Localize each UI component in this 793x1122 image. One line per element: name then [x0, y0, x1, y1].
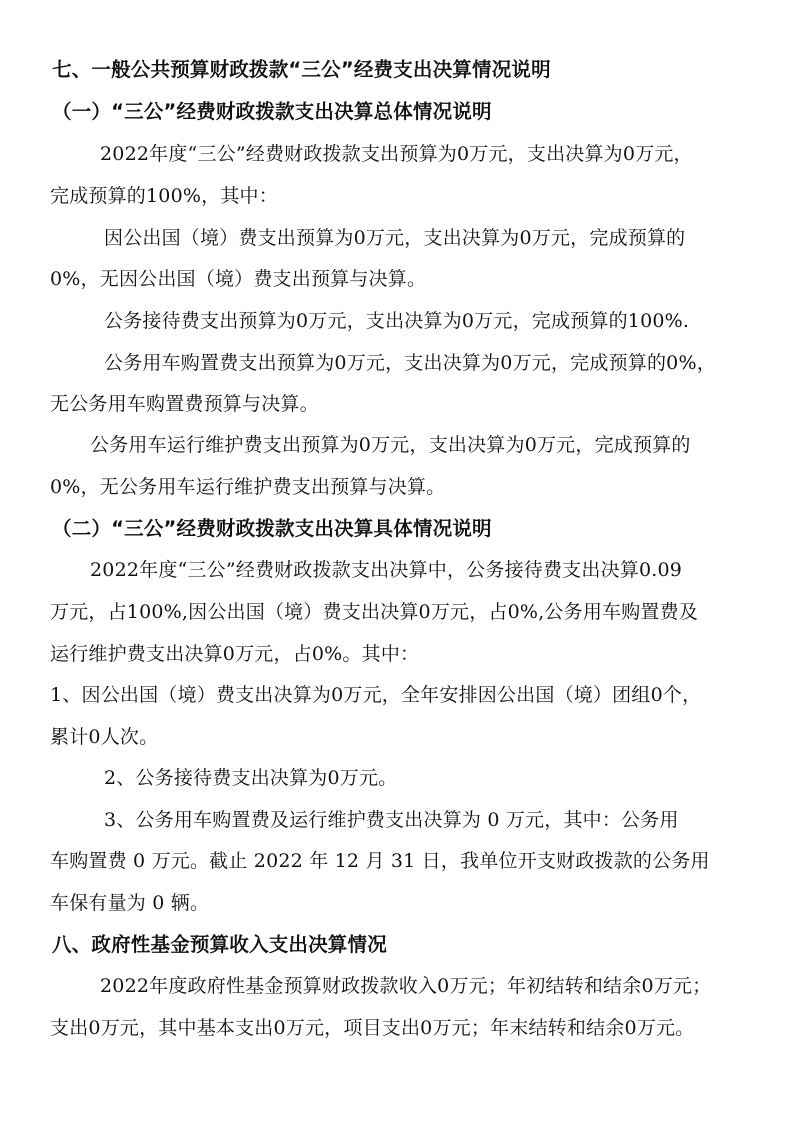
paragraph-line: 万元，占100%,因公出国（境）费支出决算0万元，占0%,公务用车购置费及	[50, 601, 699, 623]
subheading-7-1: （一）“三公”经费财政拨款支出决算总体情况说明	[52, 100, 492, 123]
subheading-7-2: （二）“三公”经费财政拨款支出决算具体情况说明	[52, 517, 492, 540]
paragraph-line: 公务用车运行维护费支出预算为0万元，支出决算为0万元，完成预算的	[90, 434, 691, 456]
paragraph-line: 因公出国（境）费支出预算为0万元，支出决算为0万元，完成预算的	[104, 227, 686, 249]
paragraph-line: 车购置费 0 万元。截止 2022 年 12 月 31 日，我单位开支财政拨款的公务用	[50, 850, 710, 872]
paragraph-line: 累计0人次。	[50, 726, 159, 748]
paragraph-line: 0%，无公务用车运行维护费支出预算与决算。	[50, 476, 446, 498]
paragraph-line: 2022年度“三公”经费财政拨款支出决算中，公务接待费支出决算0.09	[90, 559, 683, 581]
paragraph-line: 运行维护费支出决算0万元，占0%。其中：	[50, 643, 420, 665]
paragraph-line: 1、因公出国（境）费支出决算为0万元，全年安排因公出国（境）团组0个，	[50, 684, 702, 706]
paragraph-line: 公务用车购置费支出预算为0万元，支出决算为0万元，完成预算的0%，	[104, 352, 716, 374]
paragraph-line: 2、公务接待费支出决算为0万元。	[104, 767, 398, 789]
paragraph-line: 完成预算的100%，其中：	[50, 185, 278, 207]
paragraph-line: 支出0万元，其中基本支出0万元，项目支出0万元；年末结转和结余0万元。	[50, 1017, 695, 1039]
paragraph-line: 2022年度“三公”经费财政拨款支出预算为0万元，支出决算为0万元，	[100, 143, 693, 165]
section-heading-8: 八、政府性基金预算收入支出决算情况	[52, 933, 387, 956]
paragraph-line: 公务接待费支出预算为0万元，支出决算为0万元，完成预算的100%.	[104, 310, 690, 332]
paragraph-line: 无公务用车购置费预算与决算。	[50, 393, 319, 415]
paragraph-line: 车保有量为 0 辆。	[50, 892, 210, 914]
paragraph-line: 2022年度政府性基金预算财政拨款收入0万元；年初结转和结余0万元；	[100, 975, 712, 997]
paragraph-line: 3、公务用车购置费及运行维护费支出决算为 0 万元，其中：公务用	[104, 809, 679, 831]
section-heading-7: 七、一般公共预算财政拨款“三公”经费支出决算情况说明	[52, 58, 551, 81]
paragraph-line: 0%，无因公出国（境）费支出预算与决算。	[50, 268, 427, 290]
